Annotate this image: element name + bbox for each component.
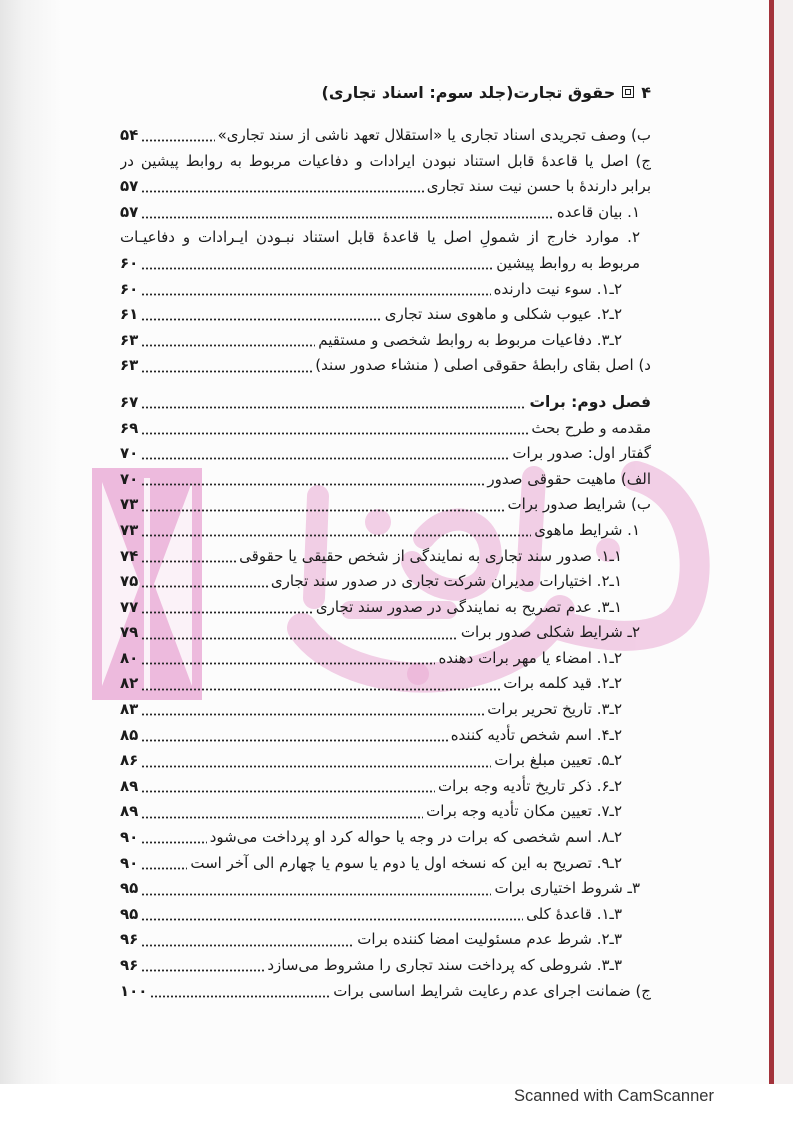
dot-leader <box>141 483 484 486</box>
page-reference: ۹۵ <box>120 904 139 923</box>
running-header <box>322 80 651 104</box>
entry-title: ۱ـ۳. عدم تصریح به نمایندگی در صدور سند تجاری <box>315 597 622 616</box>
entry-title: ج) ضمانت اجرای عدم رعایت شرایط اساسی برات <box>333 981 651 1000</box>
dot-leader <box>141 867 187 870</box>
toc-entry <box>120 467 651 493</box>
dot-leader <box>141 293 490 296</box>
dot-leader <box>141 918 523 921</box>
page-reference: ۶۹ <box>120 418 139 437</box>
entry-title: ب) وصف تجریدی اسناد تجاری یا «استقلال تعهد ناشی از سند تجاری» <box>217 126 651 144</box>
page-number: ۴ <box>641 82 651 102</box>
chapter-entry <box>120 390 651 416</box>
dot-leader <box>141 406 526 409</box>
toc-entry <box>120 799 651 825</box>
page-reference: ۸۵ <box>120 725 139 744</box>
toc-entry <box>120 723 651 749</box>
entry-title: ۲ـ۱. سوء نیت دارنده <box>493 279 622 298</box>
toc-line <box>120 851 651 877</box>
entry-title: ۲ـ۴. اسم شخص تأدیه کننده <box>450 725 622 744</box>
dot-leader <box>141 560 236 563</box>
toc-line <box>120 799 651 825</box>
toc-entry <box>120 646 651 672</box>
toc-line <box>120 123 651 149</box>
dot-leader <box>150 995 330 998</box>
page-margin-strip <box>774 0 793 1084</box>
toc-line <box>120 723 651 749</box>
toc-entry <box>120 774 651 800</box>
entry-title: گفتار اول: صدور برات <box>512 444 651 463</box>
entry-title: ۱ـ۱. صدور سند تجاری به نمایندگی از شخص حقیقی یا حقوقی <box>239 546 622 565</box>
entry-title: مربوط به روابط پیشین <box>496 253 640 272</box>
entry-title: ۲ـ۳. دفاعیات مربوط به روابط شخصی و مستقیم <box>318 330 622 349</box>
toc-line <box>120 200 651 226</box>
toc-line <box>120 902 651 928</box>
toc-line <box>120 416 651 442</box>
toc-entry <box>120 518 651 544</box>
toc-line <box>120 277 651 303</box>
dot-leader <box>141 765 491 768</box>
entry-title: ج) اصل یا قاعدهٔ قابل استناد نبودن ایرادات و دفاعیات مربوط به روابط پیشین در <box>120 151 651 170</box>
running-title: حقوق تجارت(جلد سوم: اسناد تجاری) <box>321 82 616 102</box>
page-reference: ۷۷ <box>120 597 139 616</box>
toc-line <box>120 302 651 328</box>
page-reference: ۹۰ <box>120 828 139 847</box>
page-reference: ۷۰ <box>120 469 139 488</box>
toc-line <box>120 876 651 902</box>
dot-leader <box>141 509 504 512</box>
page-reference: ۶۳ <box>120 330 139 349</box>
toc-line <box>120 251 651 277</box>
dot-leader <box>141 344 315 347</box>
page-reference: ۶۰ <box>120 279 139 298</box>
dot-leader <box>141 969 264 972</box>
page-reference: ۵۴ <box>120 126 139 144</box>
entry-title: فصل دوم: برات <box>529 392 651 411</box>
page-reference: ۷۳ <box>120 520 139 539</box>
dot-leader <box>141 318 381 321</box>
page-reference: ۹۵ <box>120 879 139 898</box>
toc-group <box>120 123 651 379</box>
dot-leader <box>141 637 458 640</box>
dot-leader <box>141 370 312 373</box>
entry-title: ۲ـ۵. تعیین مبلغ برات <box>494 751 622 770</box>
toc-entry <box>120 492 651 518</box>
dot-leader <box>141 816 423 819</box>
toc-entry <box>120 825 651 851</box>
page-reference: ۱۰۰ <box>120 981 148 1000</box>
entry-title: مقدمه و طرح بحث <box>531 418 651 437</box>
toc-line <box>120 979 651 1005</box>
toc-line <box>120 174 651 200</box>
entry-title: ۲ـ۲. قید کلمه برات <box>503 674 622 693</box>
toc-line <box>120 467 651 493</box>
entry-title: ۲ـ۳. تاریخ تحریر برات <box>487 700 622 719</box>
dot-leader <box>141 216 554 219</box>
page-reference: ۶۳ <box>120 356 139 375</box>
toc-entry <box>120 902 651 928</box>
entry-title: برابر دارندهٔ با حسن نیت سند تجاری <box>426 177 651 196</box>
toc-entry <box>120 353 651 379</box>
entry-title: ب) شرایط صدور برات <box>507 495 651 514</box>
page-reference: ۵۷ <box>120 177 139 196</box>
dot-leader <box>141 432 528 435</box>
page-reference: ۹۶ <box>120 930 139 949</box>
toc-entry <box>120 225 651 276</box>
dot-leader <box>141 662 435 665</box>
toc-entry <box>120 595 651 621</box>
page-reference: ۷۰ <box>120 444 139 463</box>
toc-entry <box>120 328 651 354</box>
toc-entry <box>120 953 651 979</box>
page-reference: ۷۵ <box>120 572 139 591</box>
page-reference: ۸۹ <box>120 802 139 821</box>
toc-line <box>120 697 651 723</box>
toc-entry <box>120 851 651 877</box>
toc-line <box>120 595 651 621</box>
entry-title: د) اصل بقای رابطهٔ حقوقی اصلی ( منشاء صدور سند) <box>315 356 651 375</box>
toc-entry <box>120 123 651 149</box>
toc-entry <box>120 544 651 570</box>
page-reference: ۷۴ <box>120 546 139 565</box>
dot-leader <box>141 739 447 742</box>
toc-line <box>120 149 651 175</box>
dot-leader <box>141 713 484 716</box>
entry-title: ۲ـ۲. عیوب شکلی و ماهوی سند تجاری <box>384 305 622 324</box>
toc-line <box>120 825 651 851</box>
page-reference: ۸۶ <box>120 751 139 770</box>
toc-entry <box>120 697 651 723</box>
toc-line <box>120 953 651 979</box>
dot-leader <box>141 611 313 614</box>
toc-entry <box>120 876 651 902</box>
square-ornament-icon <box>622 86 634 98</box>
toc-entry <box>120 979 651 1005</box>
toc-entry <box>120 569 651 595</box>
dot-leader <box>141 267 493 270</box>
entry-title: ۲ـ۸. اسم شخصی که برات در وجه یا حواله کرد او پرداخت می‌شود <box>209 828 622 847</box>
toc-group <box>120 390 651 1004</box>
toc-line <box>120 390 651 416</box>
entry-title: ۳ـ شروط اختیاری برات <box>494 879 640 898</box>
dot-leader <box>141 944 354 947</box>
entry-title: ۲ـ۹. تصریح به این که نسخه اول یا دوم یا سوم یا چهارم الی آخر است <box>190 853 622 872</box>
page-reference: ۶۱ <box>120 305 139 324</box>
toc-line <box>120 225 651 251</box>
entry-title: ۲. موارد خارج از شمولِ اصل یا قاعدهٔ قابل استناد نبـودن ایـرادات و دفاعیـات <box>120 228 640 247</box>
toc-line <box>120 328 651 354</box>
entry-title: ۱. شرایط ماهوی <box>534 520 640 539</box>
page-reference: ۹۶ <box>120 956 139 974</box>
page-reference: ۹۰ <box>120 853 139 872</box>
toc-line <box>120 620 651 646</box>
toc-line <box>120 927 651 953</box>
entry-title: ۱ـ۲. اختیارات مدیران شرکت تجاری در صدور سند تجاری <box>270 572 622 591</box>
toc-line <box>120 671 651 697</box>
scanner-label: Scanned with CamScanner <box>514 1087 714 1105</box>
toc-line <box>120 774 651 800</box>
toc-list <box>120 123 651 1004</box>
toc-entry <box>120 441 651 467</box>
toc-entry <box>120 671 651 697</box>
entry-title: ۲ـ۶. ذکر تاریخ تأدیه وجه برات <box>437 776 622 795</box>
page-reference: ۸۳ <box>120 700 139 719</box>
page-reference: ۶۷ <box>120 392 139 411</box>
entry-title: ۳ـ۲. شرط عدم مسئولیت امضا کننده برات <box>357 930 622 949</box>
dot-leader <box>141 841 206 844</box>
entry-title: الف) ماهیت حقوقی صدور <box>487 469 651 488</box>
toc-entry <box>120 620 651 646</box>
entry-title: ۲ـ شرایط شکلی صدور برات <box>460 623 640 642</box>
toc-line <box>120 441 651 467</box>
toc-line <box>120 518 651 544</box>
dot-leader <box>141 790 435 793</box>
page-reference: ۸۲ <box>120 674 139 693</box>
page-reference: ۷۳ <box>120 495 139 514</box>
toc-entry <box>120 927 651 953</box>
page-reference: ۸۰ <box>120 648 139 667</box>
page-reference: ۷۹ <box>120 623 139 642</box>
toc-line <box>120 492 651 518</box>
toc-entry <box>120 302 651 328</box>
toc-line <box>120 353 651 379</box>
dot-leader <box>141 893 491 896</box>
dot-leader <box>141 190 423 193</box>
dot-leader <box>141 688 500 691</box>
toc-line <box>120 544 651 570</box>
toc-entry <box>120 277 651 303</box>
entry-title: ۲ـ۱. امضاء یا مهر برات دهنده <box>438 648 622 667</box>
dot-leader <box>141 139 214 142</box>
entry-title: ۱. بیان قاعده <box>556 202 640 221</box>
page-reference: ۸۹ <box>120 776 139 795</box>
entry-title: ۳ـ۱. قاعدهٔ کلی <box>526 904 622 923</box>
dot-leader <box>141 457 509 460</box>
toc-entry <box>120 149 651 200</box>
entry-title: ۲ـ۷. تعیین مکان تأدیه وجه برات <box>426 802 622 821</box>
entry-title: ۳ـ۳. شروطی که پرداخت سند تجاری را مشروط می‌سازد <box>267 956 622 974</box>
toc-entry <box>120 748 651 774</box>
page-reference: ۵۷ <box>120 202 139 221</box>
page-reference: ۶۰ <box>120 253 139 272</box>
toc-entry <box>120 200 651 226</box>
dot-leader <box>141 534 531 537</box>
dot-leader <box>141 585 268 588</box>
toc-line <box>120 748 651 774</box>
toc-entry <box>120 416 651 442</box>
toc-line <box>120 646 651 672</box>
toc-line <box>120 569 651 595</box>
